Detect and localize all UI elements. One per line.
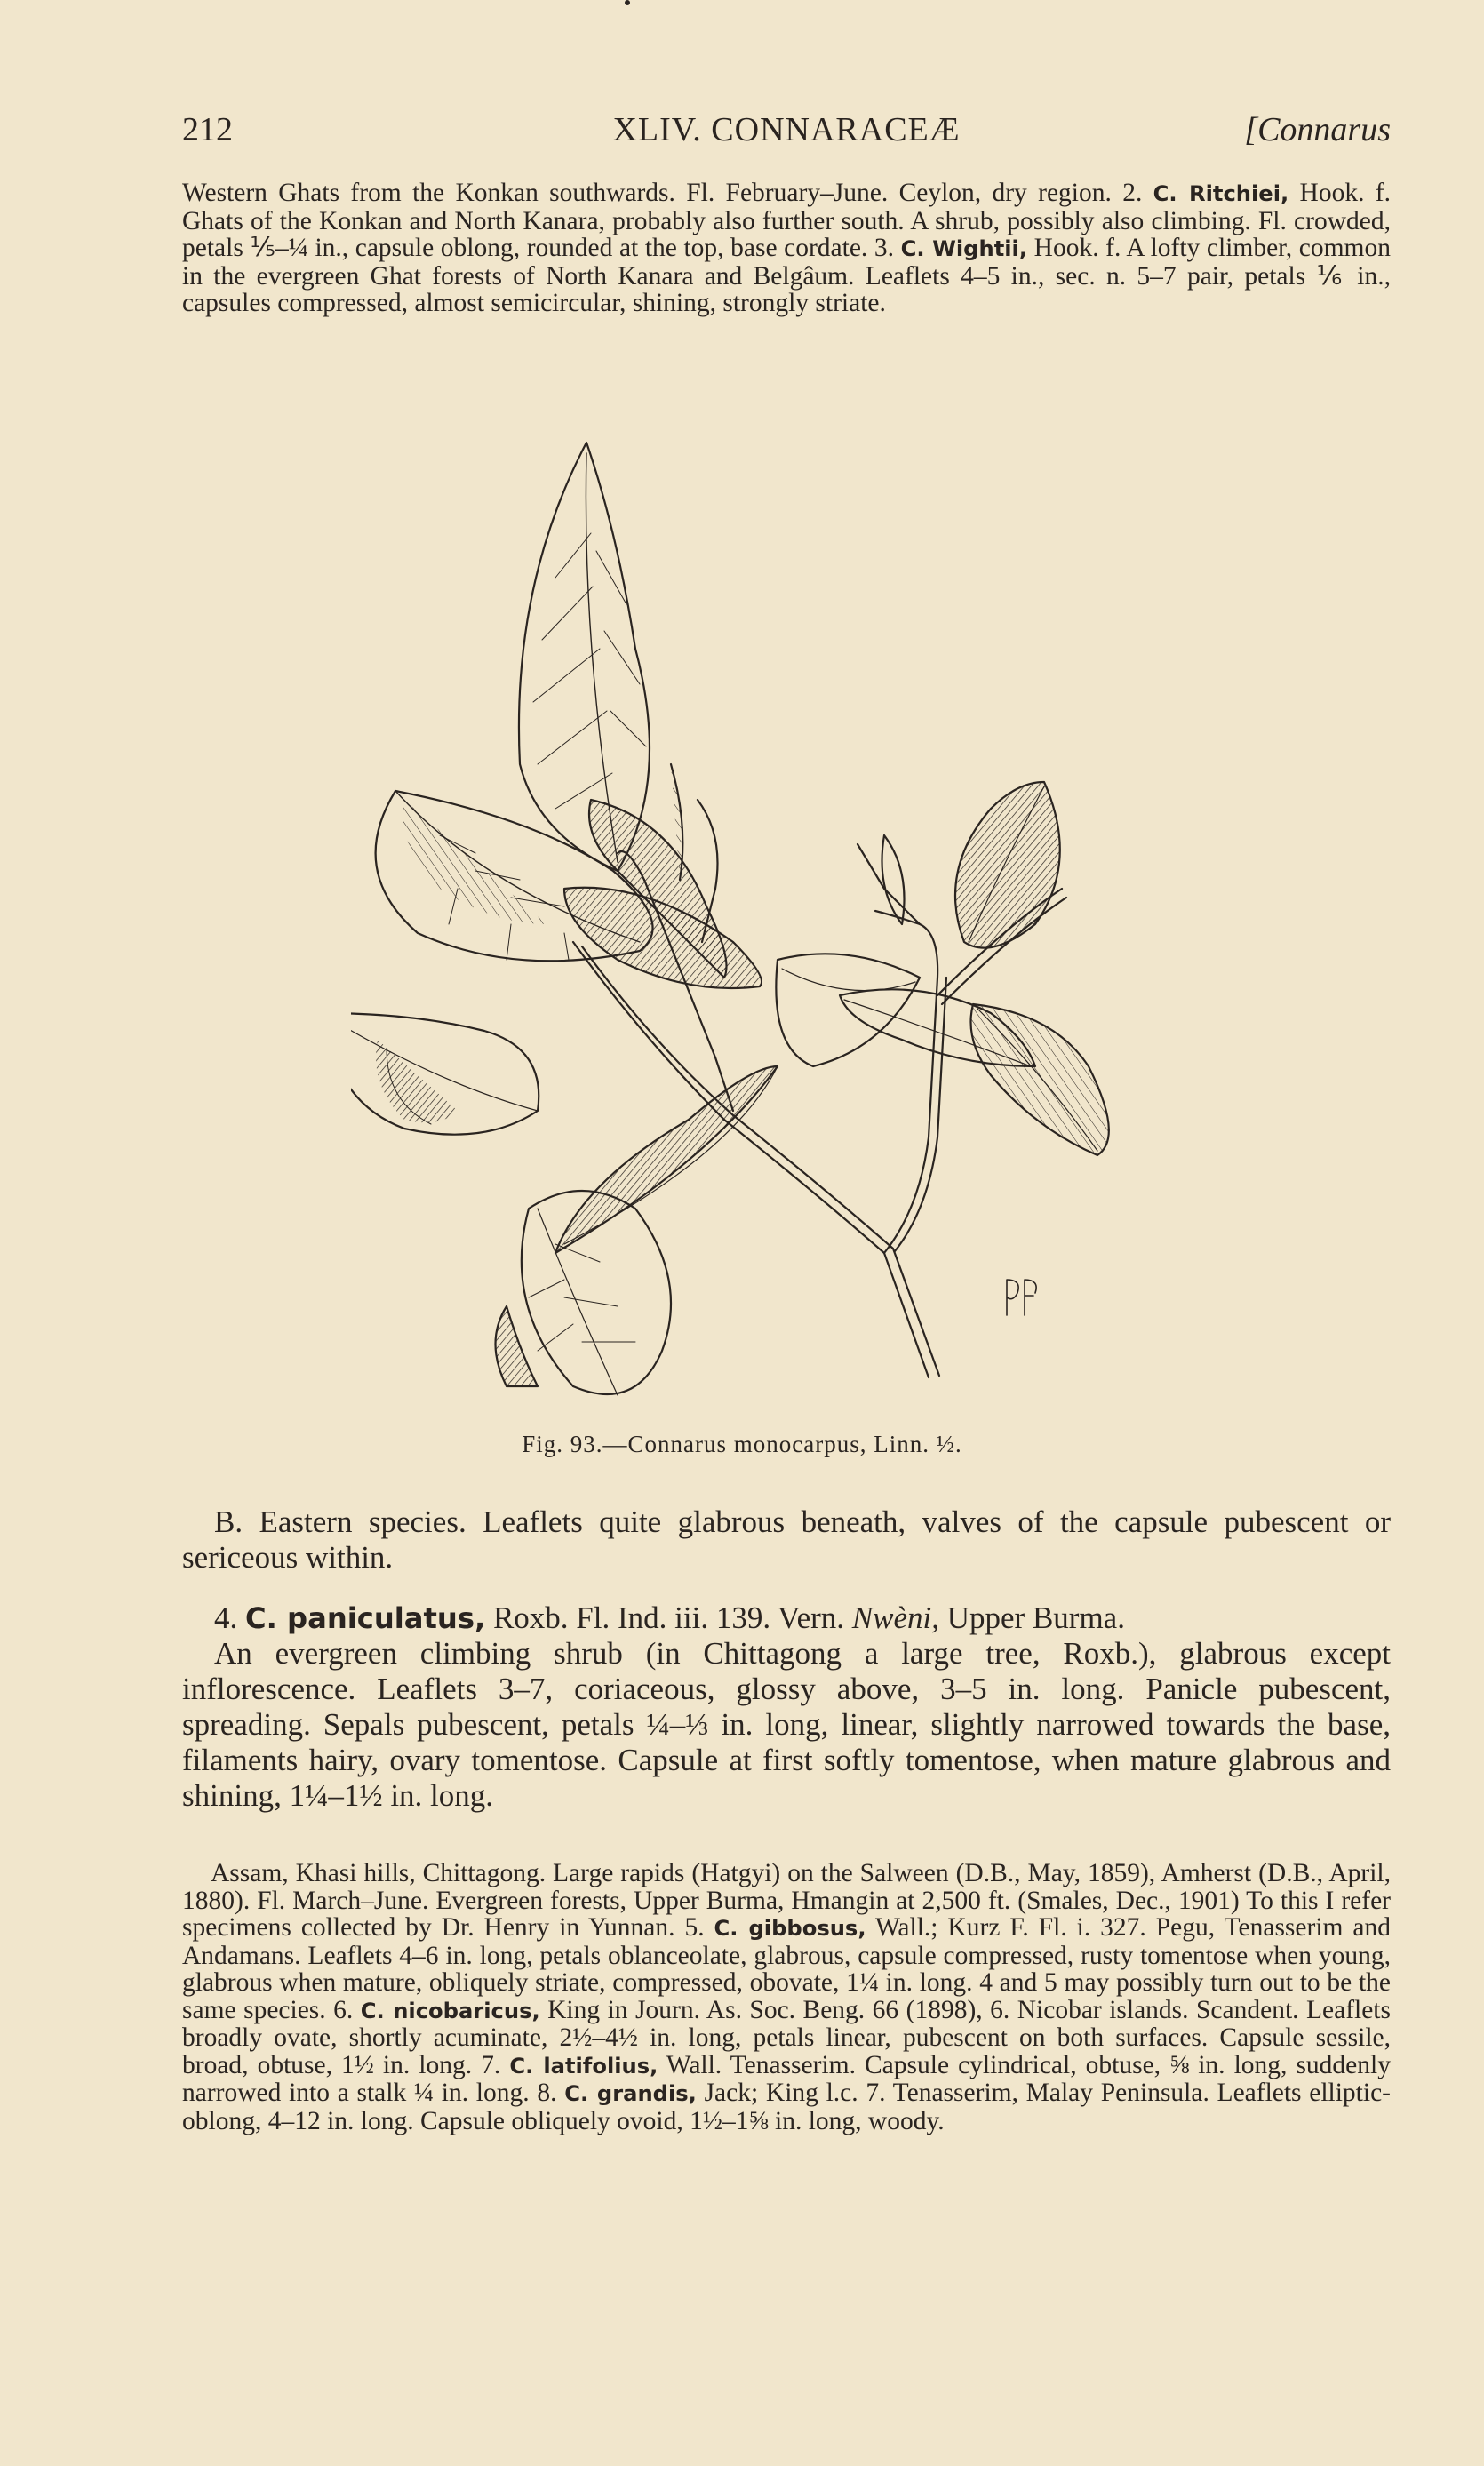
text-run: Hook. f. Ghats of the Konkan and North Kanara, probably also further south. A shrub, possibly also climbing. Fl. crowded, petals ⅕–¼ in., capsule oblong, rounded at the top, base cordate. 3. (182, 179, 1391, 262)
species-name: C. Wightii, (900, 236, 1028, 261)
text-run: King in Journ. As. Soc. Beng. 66 (1898), 6. Nicobar islands. Scandent. Leaflets broadly ovate, shortly acuminate, 2½–4½ in. long, petals linear, pubescent on both surfaces. Capsule sessile, broad, obtuse, 1½ in. long. 7. (182, 1995, 1391, 2079)
species-description: An evergreen climbing shrub (in Chittagong a large tree, Roxb.), glabrous except inflorescence. Leaflets 3–7, coriaceous, glossy above, 3–5 in. long. Panicle pubescent, spreading. Sepals pubescent, petals ¼–⅓ in. long, linear, slightly narrowed towards the base, filaments hairy, ovary tomentose. Capsule at first softly tomentose, when mature glabrous and shining, 1¼–1½ in. long. (182, 1636, 1391, 1813)
text-run: Hook. f. A lofty climber, common in the evergreen Ghat forests of North Kanara and Belgâum. Leaflets 4–5 in., sec. n. 5–7 pair, petals ⅙ in., capsules compressed, almost semicircular, shining, strongly striate. (182, 234, 1392, 317)
family-title: XLIV. CONNARACEÆ (612, 111, 961, 148)
running-genus: [Connarus (1244, 111, 1391, 148)
species-name: C. nicobaricus, (360, 1998, 540, 2023)
text-run: Jack; King l.c. 7. Tenasserim, Malay Peninsula. Leaflets elliptic-oblong, 4–12 in. long. Capsule obliquely ovoid, 1½–1⅝ in. long, woody. (182, 2079, 1391, 2135)
locality: Upper Burma. (938, 1600, 1125, 1635)
section-heading-b: B. Eastern species. Leaflets quite glabrous beneath, valves of the capsule pubescent or sericeous within. (182, 1504, 1391, 1575)
text-run: Wall.; Kurz F. Fl. i. 327. Pegu, Tenasserim and Andamans. Leaflets 4–6 in. long, petals oblanceolate, glabrous, capsule compressed, rusty tomentose when young, glabrous when mature, obliquely striate, compressed, obovate, 1¼ in. long. 4 and 5 may possibly turn out to be the same species. 6. (182, 1913, 1392, 2024)
branch-stem (875, 911, 937, 1253)
capsule-right-upper (955, 782, 1060, 948)
text-run: Assam, Khasi hills, Chittagong. Large rapids (Hatgyi) on the Salween (D.B., May, 1859), Amherst (D.B., April, 1880). Fl. March–June. Evergreen forests, Upper Burma, Hmangin at 2,500 ft. (Smales, Dec., 1901) To this I refer specimens collected by Dr. Henry in Yunnan. 5. (182, 1859, 1391, 1942)
entry-number: 4. (214, 1600, 245, 1635)
running-header (182, 110, 1391, 155)
notes-paragraph (182, 1860, 1391, 2135)
artist-mark (1007, 1280, 1036, 1315)
main-stem (573, 942, 929, 1377)
ink-dot (625, 0, 630, 5)
species-name: C. grandis, (564, 2081, 697, 2106)
text-run: Wall. Tenasserim. Capsule cylindrical, obtuse, ⅝ in. long, suddenly narrowed into a stalk ¼ in. long. 8. (182, 2050, 1391, 2107)
vernacular-name: Nwèni, (851, 1600, 939, 1635)
species-entry-4 (182, 1600, 1391, 1814)
text-run: Western Ghats from the Konkan southwards. Fl. February–June. Ceylon, dry region. 2. (182, 179, 1153, 207)
species-name: C. gibbosus, (714, 1916, 866, 1941)
page-number: 212 (182, 111, 233, 148)
leaf-right (971, 1004, 1109, 1155)
reference: Roxb. Fl. Ind. iii. 139. Vern. (485, 1600, 852, 1635)
botanical-illustration (351, 427, 1222, 1422)
continuation-paragraph (182, 180, 1391, 317)
species-name: C. paniculatus, (245, 1601, 486, 1635)
species-name: C. latifolius, (509, 2053, 658, 2079)
leaf-top (519, 443, 650, 871)
species-name: C. Ritchiei, (1153, 181, 1289, 206)
capsule-middle (564, 888, 762, 988)
capsule-center (555, 1066, 778, 1253)
figure-caption: Fig. 93.—Connarus monocarpus, Linn. ½. (522, 1431, 962, 1457)
leaf-small (882, 835, 905, 924)
